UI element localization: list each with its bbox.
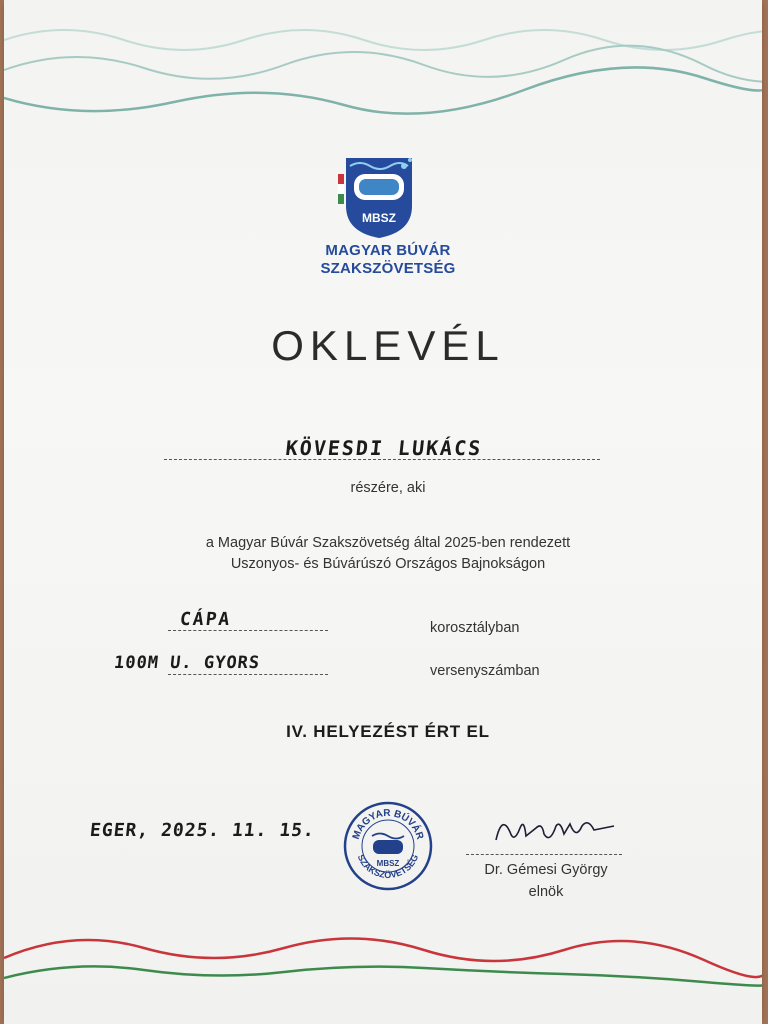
stamp-bottom-text: SZAKSZÖVETSÉG: [355, 852, 421, 881]
mbsz-logo: [338, 150, 438, 240]
stamp-top-text: MAGYAR BÚVÁR: [350, 807, 426, 841]
organization-name-line1: MAGYAR BÚVÁR: [325, 242, 451, 259]
official-stamp: [342, 800, 434, 892]
age-group-value: CÁPA: [178, 609, 233, 630]
recipient-name: KÖVESDI LUKÁCS: [284, 436, 484, 460]
statement-line2: Uszonyos- és Búvárúszó Országos Bajnokságon: [230, 556, 546, 572]
age-group-label: korosztályban: [430, 620, 520, 636]
mbsz-shield-icon: [338, 150, 438, 240]
statement-line1: a Magyar Búvár Szakszövetség által 2025-ben rendezett: [205, 535, 571, 551]
logo-text: MBSZ: [362, 211, 396, 225]
place-date: EGER, 2025. 11. 15.: [88, 820, 317, 841]
organization-name-line2: SZAKSZÖVETSÉG: [320, 260, 456, 277]
certificate-paper: [4, 0, 762, 1024]
stamp-center-text: MBSZ: [376, 859, 400, 868]
event-value: 100M U. GYORS: [112, 653, 262, 673]
signatory-role: elnök: [528, 884, 564, 900]
recipient-caption: részére, aki: [350, 480, 426, 496]
recipient-dotted-line: [164, 459, 600, 460]
event-label: versenyszámban: [430, 663, 540, 679]
age-group-dotted-line: [168, 630, 328, 631]
event-dotted-line: [168, 674, 328, 675]
signature-dotted-line: [466, 854, 622, 855]
bottom-wave-decoration: [4, 920, 762, 1000]
organization-name: [4, 242, 768, 278]
certificate-title: OKLEVÉL: [271, 322, 505, 369]
signatory-name: Dr. Gémesi György: [484, 862, 608, 878]
top-wave-decoration: [4, 10, 762, 130]
placement-result: IV. HELYEZÉST ÉRT EL: [286, 722, 490, 741]
signature: [490, 810, 630, 850]
